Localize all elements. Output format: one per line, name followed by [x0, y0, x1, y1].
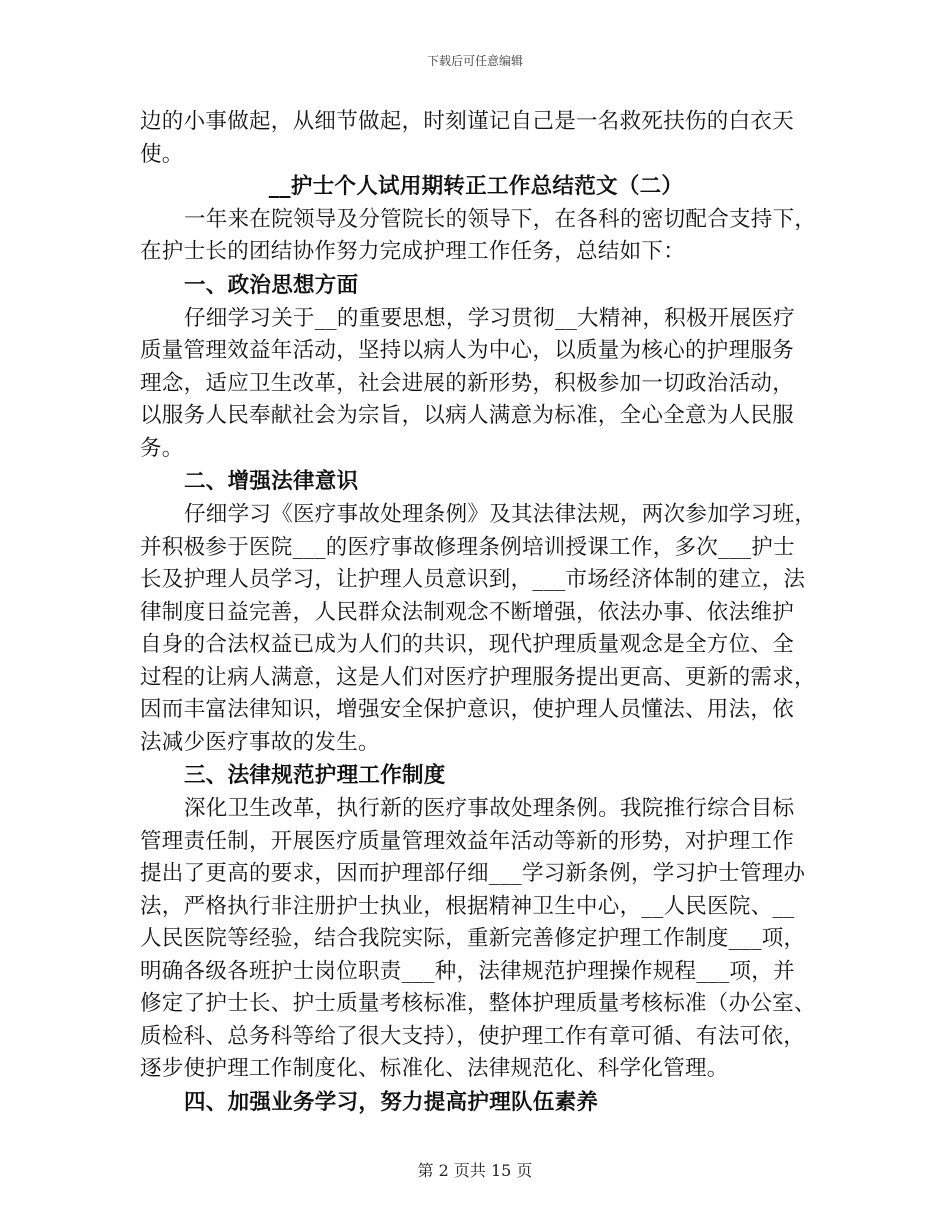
paragraph-line: 明确各级各班护士岗位职责___种，法律规范护理操作规程___项，并 [140, 958, 795, 984]
page-header: 下载后可任意编辑 [426, 54, 523, 68]
paragraph-line: 人民医院等经验，结合我院实际，重新完善修定护理工作制度___项， [140, 926, 806, 951]
document-body [140, 106, 817, 1120]
paragraph-line: 逐步使护理工作制度化、标准化、法律规范化、科学化管理。 [140, 1056, 729, 1081]
paragraph-line: 长及护理人员学习，让护理人员意识到，___市场经济体制的建立，法 [140, 567, 806, 592]
paragraph-line: 因而丰富法律知识，增强安全保护意识，使护理人员懂法、用法，依 [140, 697, 795, 722]
paragraph-line: 务。 [140, 435, 184, 461]
section-heading-1: 一、政治思想方面 [184, 272, 359, 298]
paragraph-line: 使。 [140, 141, 184, 167]
paragraph-line: 以服务人民奉献社会为宗旨，以病人满意为标准，全心全意为人民服 [140, 403, 795, 428]
paragraph-line: 质检科、总务科等给了很大支持），使护理工作有章可循、有法可依， [140, 1023, 806, 1049]
paragraph-line: 修定了护士长、护士质量考核标准，整体护理质量考核标准（办公室、 [140, 991, 816, 1016]
paragraph-line: 法，严格执行非注册护士执业，根据精神卫生中心，__人民医院、__ [140, 893, 795, 919]
section-heading-3: 三、法律规范护理工作制度 [184, 763, 446, 788]
paragraph-line: 仔细学习《医疗事故处理条例》及其法律法规，两次参加学习班， [184, 502, 817, 527]
paragraph-line: 并积极参于医院___的医疗事故修理条例培训授课工作，多次___护士 [140, 534, 795, 560]
paragraph-line: 深化卫生改革，执行新的医疗事故处理条例。我院推行综合目标 [184, 796, 795, 821]
paragraph-line: 在护士长的团结协作努力完成护理工作任务，总结如下： [140, 239, 686, 264]
paragraph-line: 仔细学习关于__的重要思想，学习贯彻__大精神，积极开展医疗 [184, 305, 796, 331]
paragraph-line: 一年来在院领导及分管院长的领导下，在各科的密切配合支持下， [184, 206, 817, 232]
paragraph-line: 管理责任制，开展医疗质量管理效益年活动等新的形势，对护理工作 [140, 828, 795, 854]
paragraph-line: 边的小事做起，从细节做起，时刻谨记自己是一名救死扶伤的白衣天 [140, 109, 795, 134]
paragraph-line: 律制度日益完善，人民群众法制观念不断增强，依法办事、依法维护 [140, 599, 795, 625]
paragraph-line: 质量管理效益年活动，坚持以病人为中心，以质量为核心的护理服务 [140, 338, 795, 363]
section-heading-2: 二、增强法律意识 [184, 469, 359, 494]
section-heading-4: 四、加强业务学习，努力提高护理队伍素养 [184, 1089, 599, 1115]
paragraph-line: 过程的让病人满意，这是人们对医疗护理服务提出更高、更新的需求， [140, 664, 816, 690]
paragraph-line: 自身的合法权益已成为人们的共识，现代护理质量观念是全方位、全 [140, 632, 795, 657]
paragraph-line: 理念，适应卫生改革，社会进展的新形势，积极参加一切政治活动， [140, 370, 795, 396]
paragraph-line: 法减少医疗事故的发生。 [140, 729, 380, 755]
paragraph-line: 提出了更高的要求，因而护理部仔细___学习新条例，学习护士管理办 [140, 861, 806, 886]
document-title: __护士个人试用期转正工作总结范文（二） [268, 174, 684, 199]
page-number: 第 2 页共 15 页 [417, 1161, 533, 1180]
